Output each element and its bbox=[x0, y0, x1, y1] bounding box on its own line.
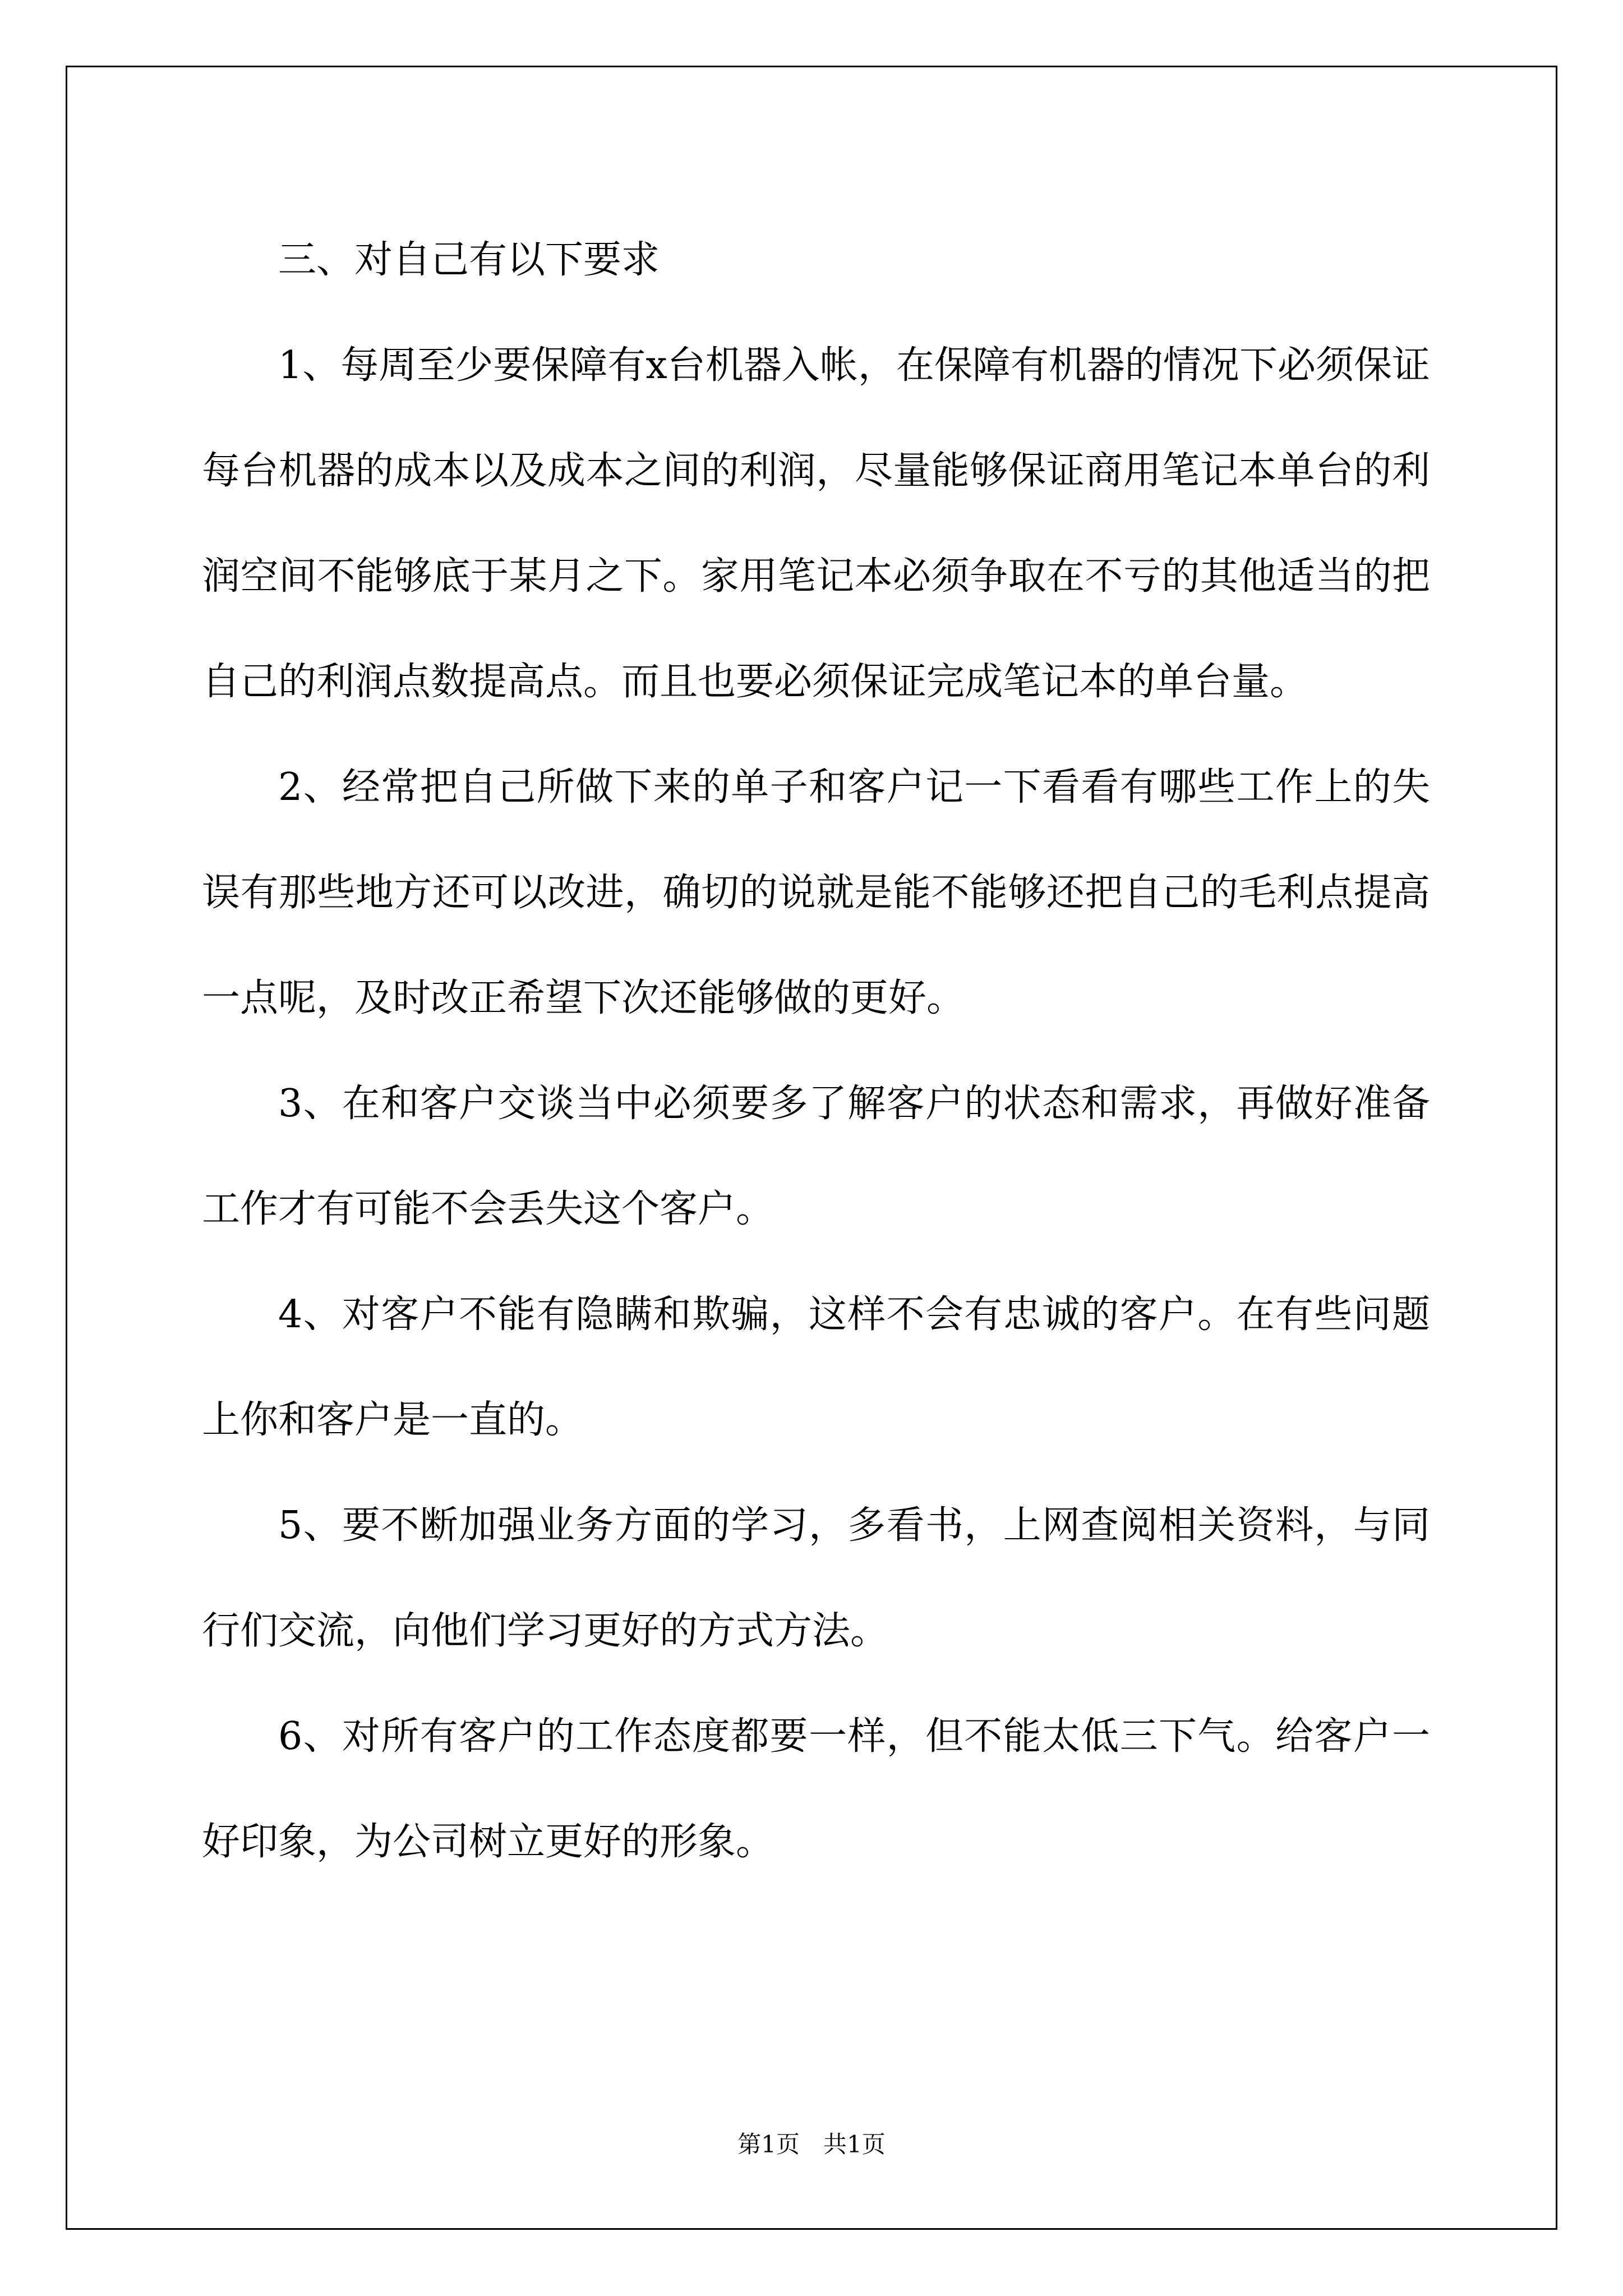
paragraph-4: 4、对客户不能有隐瞒和欺骗，这样不会有忠诚的客户。在有些问题上你和客户是一直的。 bbox=[202, 1292, 1430, 1442]
paragraph-5: 5、要不断加强业务方面的学习，多看书，上网查阅相关资料，与同行们交流，向他们学习更好的方式方法。 bbox=[202, 1503, 1430, 1653]
paragraph-3: 3、在和客户交谈当中必须要多了解客户的状态和需求，再做好准备工作才有可能不会丢失这个客户。 bbox=[202, 1082, 1430, 1231]
paragraph-2: 2、经常把自己所做下来的单子和客户记一下看看有哪些工作上的失误有那些地方还可以改进，确切的说就是能不能够还把自己的毛利点提高一点呢，及时改正希望下次还能够做的更好。 bbox=[202, 765, 1430, 1020]
section-heading: 三、对自己有以下要求 bbox=[278, 238, 660, 282]
document-body bbox=[202, 208, 1430, 1895]
paragraph-6: 6、对所有客户的工作态度都要一样，但不能太低三下气。给客户一好印象，为公司树立更好的形象。 bbox=[202, 1714, 1430, 1864]
paragraph-1: 1、每周至少要保障有x台机器入帐，在保障有机器的情况下必须保证每台机器的成本以及成本之间的利润，尽量能够保证商用笔记本单台的利润空间不能够底于某月之下。家用笔记本必须争取在不亏的其他适当的把自己的利润点数提高点。而且也要必须保证完成笔记本的单台量。 bbox=[202, 343, 1430, 704]
page-footer: 第1页 共1页 bbox=[737, 2131, 886, 2158]
